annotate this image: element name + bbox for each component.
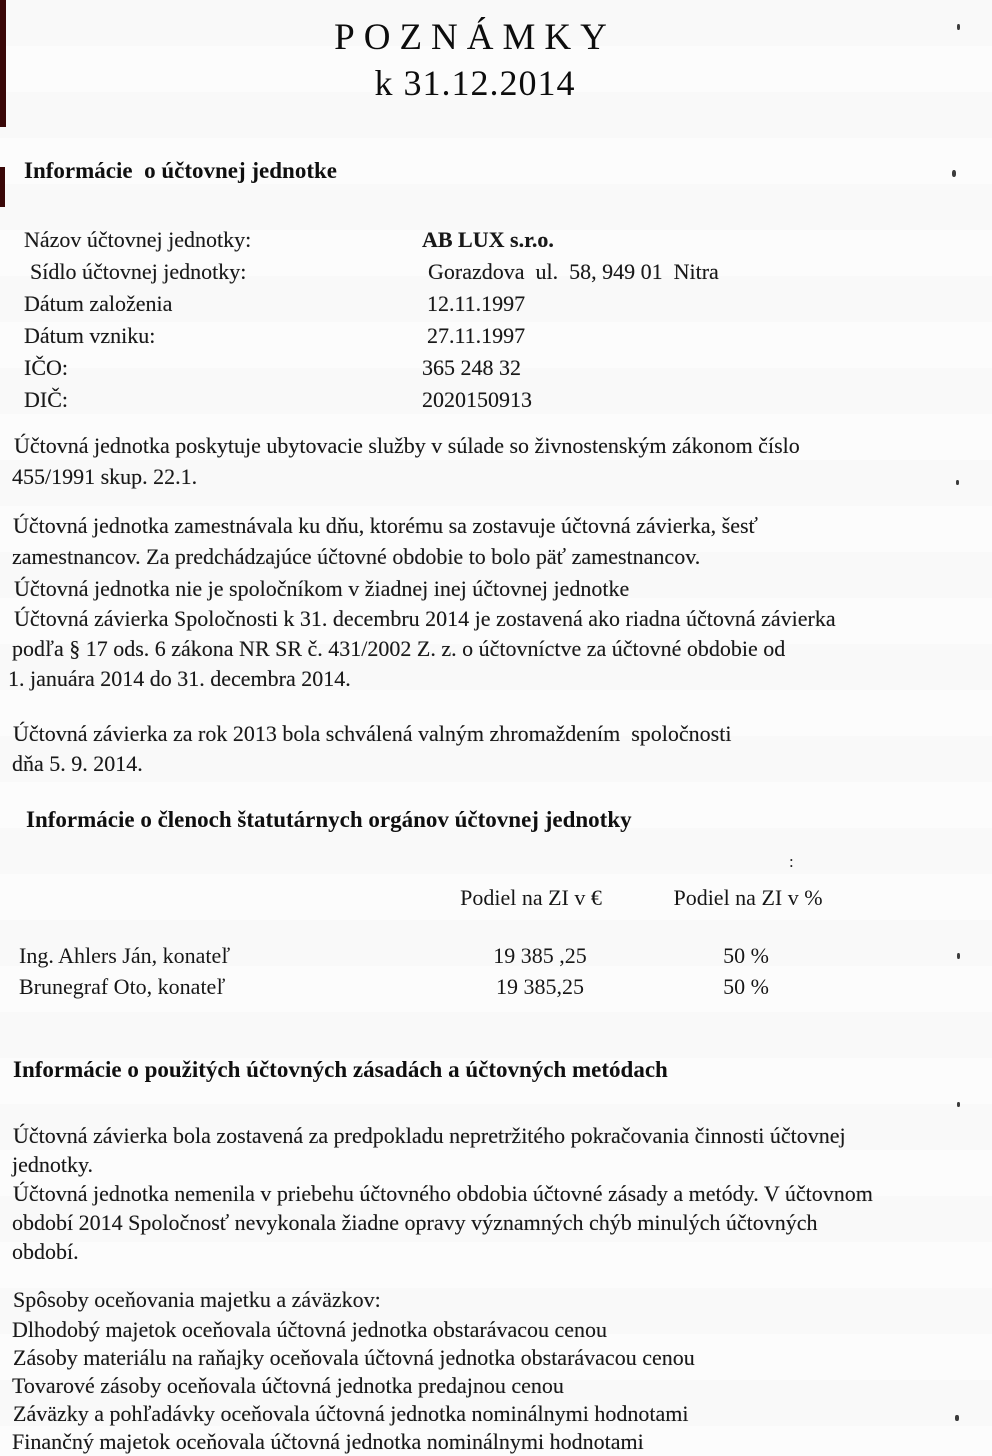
paragraph-line: období 2014 Spoločnosť nevykonala žiadne opravy významných chýb minulých účtovných (12, 1210, 818, 1235)
paragraph-line: podľa § 17 ods. 6 zákona NR SR č. 431/2002 Z. z. o účtovníctve za účtovné obdobie od (12, 636, 786, 661)
paragraph-line: Účtovná jednotka poskytuje ubytovacie služby v súlade so živnostenským zákonom číslo (14, 433, 800, 458)
paragraph-line: Účtovná jednotka zamestnávala ku dňu, ktorému sa zostavuje účtovná závierka, šesť (13, 513, 758, 538)
table-row-share-eur: 19 385 ,25 (493, 943, 587, 968)
field-value-dic: 2020150913 (422, 387, 532, 412)
paragraph-line: Účtovná závierka za rok 2013 bola schválená valným zhromaždením spoločnosti (13, 721, 732, 746)
scan-speck (957, 1102, 960, 1107)
field-label-entity-seat: Sídlo účtovnej jednotky: (30, 259, 247, 284)
heading-entity-info: Informácie o účtovnej jednotke (24, 158, 338, 183)
paragraph-line: dňa 5. 9. 2014. (12, 751, 143, 776)
paragraph-line: zamestnancov. Za predchádzajúce účtovné obdobie to bolo päť zamestnancov. (12, 544, 701, 569)
field-label-founding-date: Dátum založenia (24, 291, 173, 316)
table-row-share-pct: 50 % (723, 974, 769, 999)
heading-statutory-members: Informácie o členoch štatutárnych orgánov účtovnej jednotky (26, 807, 632, 832)
paragraph-line: Dlhodobý majetok oceňovala účtovná jednotka obstarávacou cenou (12, 1317, 608, 1342)
document-subtitle: k 31.12.2014 (374, 63, 576, 103)
field-value-founding-date: 12.11.1997 (427, 291, 526, 316)
paragraph-line: Zásoby materiálu na raňajky oceňovala účtovná jednotka obstarávacou cenou (13, 1345, 695, 1370)
scan-speck (956, 480, 959, 485)
table-header-share-eur: Podiel na ZI v € (460, 885, 602, 910)
paragraph-line: období. (12, 1239, 79, 1264)
paragraph-line: Tovarové zásoby oceňovala účtovná jednotka predajnou cenou (12, 1373, 564, 1398)
table-row-member-name: Ing. Ahlers Ján, konateľ (19, 943, 231, 968)
table-header-share-pct: Podiel na ZI v % (673, 885, 823, 910)
paragraph-line: Finančný majetok oceňovala účtovná jednotka nominálnymi hodnotami (12, 1429, 644, 1454)
scan-stray-colon: : (789, 852, 794, 871)
field-label-ico: IČO: (24, 355, 68, 380)
scan-speck (957, 24, 960, 30)
paragraph-line: 1. januára 2014 do 31. decembra 2014. (8, 666, 351, 691)
scan-edge-mark (0, 167, 5, 207)
field-label-entity-name: Názov účtovnej jednotky: (24, 227, 252, 252)
field-value-incorporation-date: 27.11.1997 (427, 323, 526, 348)
table-row-share-pct: 50 % (723, 943, 769, 968)
field-value-entity-seat: Gorazdova ul. 58, 949 01 Nitra (428, 259, 719, 284)
paragraph-line: Účtovná závierka Spoločnosti k 31. decembru 2014 je zostavená ako riadna účtovná závierka (14, 606, 836, 631)
document-title: POZNÁMKY (334, 17, 616, 58)
scan-speck (952, 170, 956, 177)
paragraph-line: 455/1991 skup. 22.1. (12, 464, 198, 489)
field-value-ico: 365 248 32 (422, 355, 521, 380)
field-label-incorporation-date: Dátum vzniku: (24, 323, 156, 348)
field-value-entity-name: AB LUX s.r.o. (422, 227, 554, 252)
table-row-share-eur: 19 385,25 (496, 974, 584, 999)
field-label-dic: DIČ: (24, 387, 68, 412)
table-row-member-name: Brunegraf Oto, konateľ (19, 974, 226, 999)
paragraph-line: Záväzky a pohľadávky oceňovala účtovná jednotka nominálnymi hodnotami (13, 1401, 689, 1426)
paragraph-line: Účtovná jednotka nemenila v priebehu účtovného obdobia účtovné zásady a metódy. V účtovnom (13, 1181, 873, 1206)
paragraph-line: jednotky. (12, 1152, 94, 1177)
heading-accounting-methods: Informácie o použitých účtovných zásadách a účtovných metódach (13, 1057, 668, 1082)
scan-speck (957, 953, 960, 959)
scan-speck (955, 1415, 959, 1421)
paragraph-line: Spôsoby oceňovania majetku a záväzkov: (13, 1287, 381, 1312)
paragraph-line: Účtovná jednotka nie je spoločníkom v žiadnej inej účtovnej jednotke (14, 576, 630, 601)
paragraph-line: Účtovná závierka bola zostavená za predpokladu nepretržitého pokračovania činnosti účtovnej (13, 1123, 846, 1148)
